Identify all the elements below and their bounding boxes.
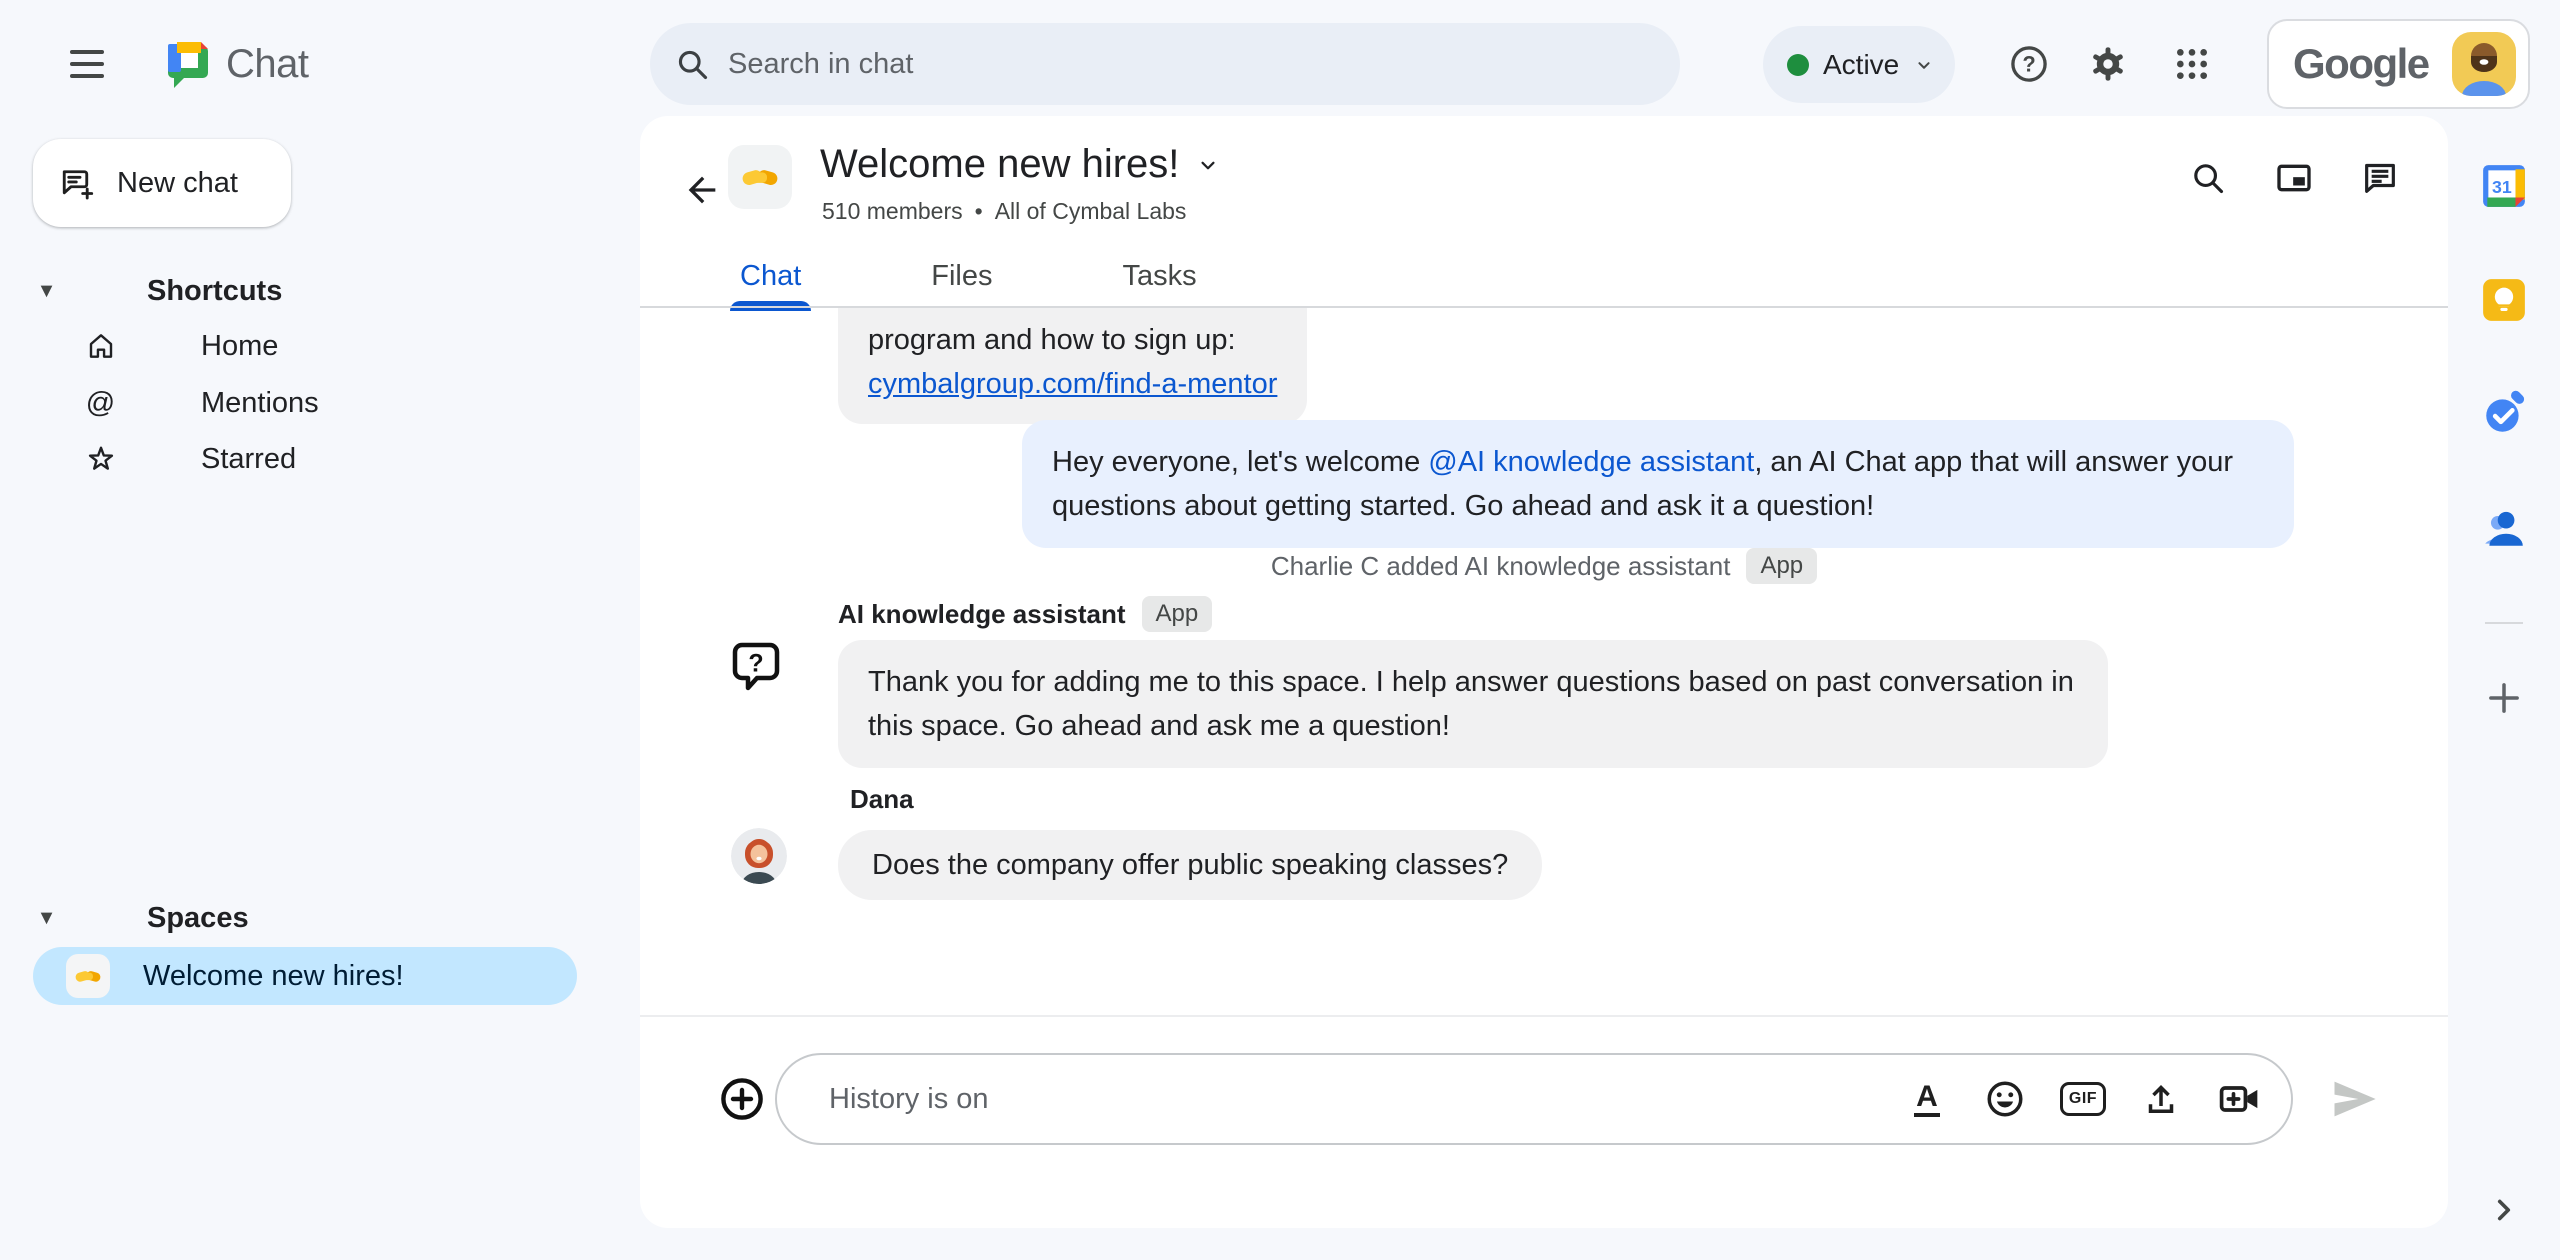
message-list[interactable] xyxy=(640,308,2448,1015)
message-text: , an AI Chat app that will answer your questions about getting started. Go ahead and ask it a question! xyxy=(1052,446,2234,522)
side-panel-rail xyxy=(2448,116,2560,1260)
help-icon[interactable] xyxy=(2005,40,2053,88)
sidebar-item-home[interactable] xyxy=(0,318,620,374)
back-arrow-icon[interactable] xyxy=(674,162,730,218)
space-subtitle xyxy=(822,198,1186,225)
calendar-icon[interactable] xyxy=(2476,158,2532,214)
google-logo: Google xyxy=(2293,40,2429,87)
shortcuts-label: Shortcuts xyxy=(147,274,283,307)
new-chat-icon xyxy=(59,165,95,201)
mentor-link[interactable]: cymbalgroup.com/find-a-mentor xyxy=(868,368,1278,400)
svg-text:31: 31 xyxy=(2492,176,2512,197)
upload-icon[interactable] xyxy=(2135,1073,2187,1125)
google-account-chip[interactable] xyxy=(2267,19,2530,109)
message-text: Hey everyone, let's welcome xyxy=(1052,446,1429,478)
sidebar-item-starred[interactable] xyxy=(0,431,620,487)
system-message xyxy=(640,548,2448,584)
emoji-icon[interactable] xyxy=(1979,1073,2031,1125)
search-bar[interactable] xyxy=(650,23,1680,105)
message-text: Thank you for adding me to this space. I help answer questions based on past conversation in this space. Go ahead and ask me a question! xyxy=(868,666,2074,742)
tasks-icon[interactable] xyxy=(2476,386,2532,442)
assistant-sender-row xyxy=(838,596,1212,632)
keep-icon[interactable] xyxy=(2476,272,2532,328)
compose-area xyxy=(640,1017,2448,1228)
gif-icon[interactable]: GIF xyxy=(2057,1073,2109,1125)
dana-avatar xyxy=(731,828,787,884)
subtitle-separator: • xyxy=(974,198,983,224)
mentions-label: Mentions xyxy=(201,386,319,419)
compose-toolbar xyxy=(1901,1073,2265,1125)
space-item-welcome-new-hires[interactable] xyxy=(33,947,577,1005)
message-bubble-assistant xyxy=(838,640,2108,768)
threads-chat-icon[interactable] xyxy=(2358,156,2402,200)
space-item-label: Welcome new hires! xyxy=(143,959,404,992)
send-icon[interactable] xyxy=(2328,1073,2380,1125)
message-bubble-own xyxy=(1022,420,2294,548)
message-input[interactable] xyxy=(775,1053,2293,1145)
message-input-placeholder[interactable]: History is on xyxy=(829,1082,989,1115)
page-title: Welcome new hires! xyxy=(820,142,1180,186)
chat-header xyxy=(640,116,2448,306)
space-title-menu[interactable] xyxy=(820,142,1221,187)
spaces-section-header[interactable] xyxy=(0,890,620,946)
ai-assistant-mention[interactable]: @AI knowledge assistant xyxy=(1428,446,1755,478)
tab-tasks[interactable]: Tasks xyxy=(1122,260,1197,292)
search-in-space-icon[interactable] xyxy=(2186,156,2230,200)
app-badge: App xyxy=(1746,548,1817,584)
status-selector[interactable] xyxy=(1763,26,1955,103)
message-bubble-dana xyxy=(838,830,1542,900)
sidebar-item-mentions[interactable] xyxy=(0,375,620,431)
rail-divider xyxy=(2485,622,2523,624)
tab-bar xyxy=(718,250,1219,311)
tab-files[interactable]: Files xyxy=(931,260,993,292)
starred-label: Starred xyxy=(201,442,297,475)
space-avatar xyxy=(728,145,792,209)
svg-text:?: ? xyxy=(2022,51,2036,77)
product-name: Chat xyxy=(226,41,309,86)
message-bubble-partial xyxy=(838,308,1307,424)
chevron-down-icon xyxy=(1195,152,1221,178)
collapse-triangle-icon: ▼ xyxy=(36,279,57,302)
system-message-text: Charlie C added AI knowledge assistant xyxy=(1270,550,1731,581)
pip-window-icon[interactable] xyxy=(2272,156,2316,200)
home-label: Home xyxy=(201,329,279,362)
top-bar xyxy=(0,0,2560,128)
main-menu-icon[interactable] xyxy=(70,44,110,84)
shortcuts-section-header[interactable] xyxy=(0,263,620,319)
chat-panel xyxy=(640,116,2448,1228)
svg-text:?: ? xyxy=(748,649,764,678)
video-meeting-icon[interactable] xyxy=(2213,1073,2265,1125)
active-status-dot xyxy=(1787,54,1809,76)
search-icon xyxy=(674,46,710,82)
message-text: program and how to sign up: xyxy=(868,324,1236,356)
spaces-label: Spaces xyxy=(147,901,249,934)
dana-sender-row xyxy=(850,784,914,815)
new-chat-label: New chat xyxy=(117,166,238,199)
add-app-icon[interactable] xyxy=(2476,670,2532,726)
google-chat-logo xyxy=(160,36,212,92)
space-scope: All of Cymbal Labs xyxy=(994,198,1187,224)
assistant-avatar xyxy=(728,640,784,696)
assistant-name: AI knowledge assistant xyxy=(838,598,1126,629)
add-attachment-button[interactable] xyxy=(718,1075,766,1123)
at-icon: @ xyxy=(85,386,116,419)
text-format-icon[interactable]: A xyxy=(1901,1073,1953,1125)
member-count[interactable]: 510 members xyxy=(822,198,963,224)
collapse-triangle-icon: ▼ xyxy=(36,906,57,929)
chevron-down-icon xyxy=(1913,54,1935,76)
app-badge: App xyxy=(1142,596,1213,632)
star-icon xyxy=(54,443,147,475)
message-text: Does the company offer public speaking classes? xyxy=(872,849,1509,881)
dana-name: Dana xyxy=(850,784,914,814)
settings-gear-icon[interactable] xyxy=(2084,40,2132,88)
home-icon xyxy=(54,330,147,362)
tab-chat[interactable]: Chat xyxy=(718,250,823,311)
contacts-icon[interactable] xyxy=(2476,500,2532,556)
new-chat-button[interactable] xyxy=(33,139,291,227)
google-apps-grid-icon[interactable] xyxy=(2168,40,2216,88)
status-label: Active xyxy=(1823,48,1900,80)
expand-panel-chevron-icon[interactable] xyxy=(2480,1186,2528,1234)
search-input[interactable] xyxy=(728,48,1656,81)
handshake-emoji-avatar xyxy=(66,954,110,998)
user-avatar[interactable] xyxy=(2452,32,2516,96)
